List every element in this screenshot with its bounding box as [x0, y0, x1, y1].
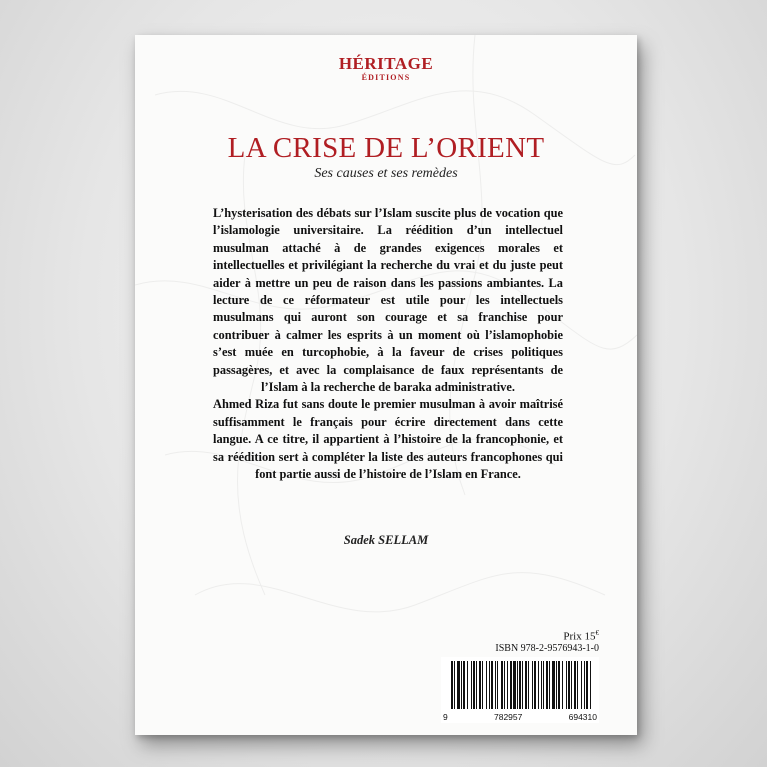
barcode-right-group: 694310: [568, 712, 597, 722]
isbn: ISBN 978-2-9576943-1-0: [495, 642, 599, 654]
publisher-logo: [135, 55, 637, 82]
publisher-name: HÉRITAGE: [338, 54, 434, 73]
book-subtitle: Ses causes et ses remèdes: [314, 166, 458, 181]
author-signature: Sadek SELLAM: [343, 533, 429, 547]
barcode-first-digit: 9: [443, 712, 448, 722]
price: [495, 627, 599, 643]
barcode-left-group: 782957: [493, 712, 523, 722]
price-isbn-block: [495, 627, 599, 655]
barcode-digits: [441, 712, 599, 722]
book-title: LA CRISE DE L’ORIENT: [227, 132, 545, 164]
blurb-paragraph-1: L’hysterisation des débats sur l’Islam suscite plus de vocation que l’islamologie universitaire. La réédition d’un intellectuel musulman attaché à de grandes exigences morales et intellectuelles et privilégiant la recherche du vrai et du juste peut aider à mettre un peu de raison dans les passions ambiantes. La lecture de ce réformateur est utile pour les intellectuels musulmans qui auront son courage et sa franchise pour contribuer à calmer les esprits à un moment où l’islamophobie s’est muée en turcophobie, à la faveur de crises politiques passagères, et avec la complaisance de faux représentants de l’Islam à la recherche de baraka administrative.: [213, 206, 563, 395]
barcode: [441, 657, 599, 723]
price-currency: €: [595, 629, 599, 637]
price-label: Prix 15: [563, 630, 596, 643]
blurb: [213, 205, 563, 484]
book-back-cover: [135, 35, 637, 735]
publisher-subline: ÉDITIONS: [361, 73, 411, 82]
barcode-bars: [441, 657, 599, 713]
blurb-paragraph-2: Ahmed Riza fut sans doute le premier musulman à avoir maîtrisé suffisamment le français pour écrire directement dans cette langue. A ce titre, il appartient à l’histoire de la francophonie, et sa réédition sert à compléter la liste des auteurs francophones qui font partie aussi de l’histoire de l’Islam en France.: [213, 397, 563, 482]
